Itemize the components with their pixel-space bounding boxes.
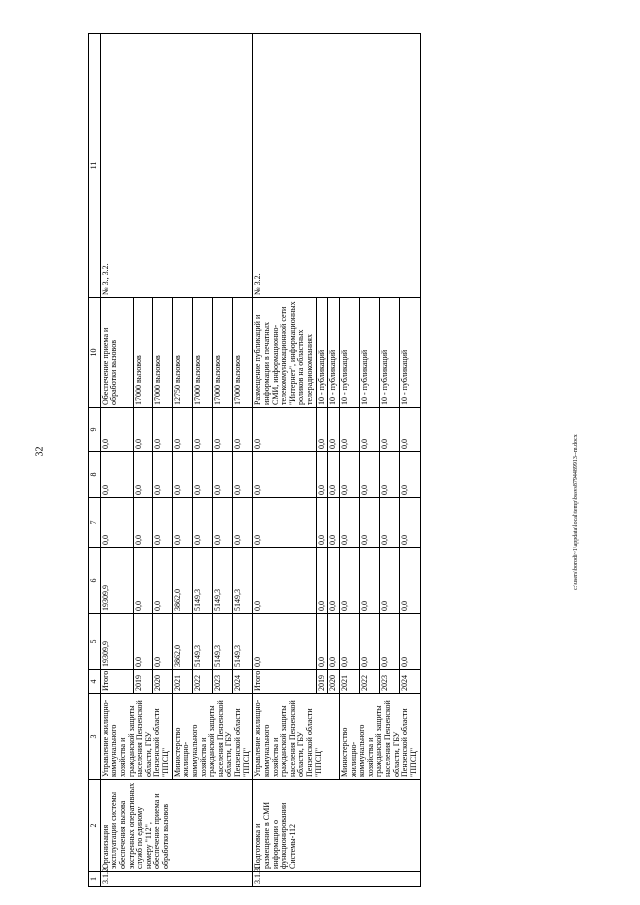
table-row [100,34,134,887]
column-number-row [89,34,101,887]
regional-budget-cell: 5149,3 [192,548,212,614]
total-cell: 3862,0 [172,614,192,670]
federal-budget-cell: 0,0 [253,498,316,548]
local-budget-cell: 0,0 [339,452,359,498]
executor: Управление жилищно-коммунального хозяйства и гражданской защиты населения Пензенской области, ГБУ Пензенской области "ППСЦ" [100,694,172,780]
total-cell: 0,0 [253,614,316,670]
other-sources-cell: 0,0 [153,408,172,452]
federal-budget-cell: 0,0 [380,498,400,548]
indicator-link: № 3., 3.2. [100,34,253,298]
regional-budget-cell: 3862,0 [172,548,192,614]
year-cell: 2022 [192,670,212,694]
year-cell: 2024 [233,670,253,694]
program-table-frame [88,34,629,887]
regional-budget-cell: 0,0 [316,548,328,614]
regional-budget-cell: 0,0 [360,548,380,614]
other-sources-cell: 0,0 [400,408,420,452]
local-budget-cell: 0,0 [233,452,253,498]
year-cell: Итого [253,670,316,694]
federal-budget-cell: 0,0 [134,498,153,548]
col-header-4: 4 [89,670,101,694]
result-cell: 17000 вызовов [212,298,232,408]
col-header-7: 7 [89,498,101,548]
result-cell: 10 - публикаций [380,298,400,408]
federal-budget-cell: 0,0 [233,498,253,548]
result-cell: 17000 вызовов [233,298,253,408]
local-budget-cell: 0,0 [192,452,212,498]
federal-budget-cell: 0,0 [172,498,192,548]
col-header-11: 11 [89,34,101,298]
regional-budget-cell: 5149,3 [233,548,253,614]
total-cell: 0,0 [134,614,153,670]
federal-budget-cell: 0,0 [316,498,328,548]
local-budget-cell: 0,0 [153,452,172,498]
federal-budget-cell: 0,0 [339,498,359,548]
other-sources-cell: 0,0 [253,408,316,452]
col-header-9: 9 [89,408,101,452]
other-sources-cell: 0,0 [316,408,328,452]
other-sources-cell: 0,0 [134,408,153,452]
executor: Министерство жилищно-коммунального хозяйства и гражданской защиты населения Пензенской области, ГБУ Пензенской области "ППСЦ" [339,694,420,780]
other-sources-cell: 0,0 [192,408,212,452]
local-budget-cell: 0,0 [134,452,153,498]
local-budget-cell: 0,0 [100,452,134,498]
local-budget-cell: 0,0 [400,452,420,498]
total-cell: 5149,3 [192,614,212,670]
other-sources-cell: 0,0 [339,408,359,452]
local-budget-cell: 0,0 [328,452,340,498]
year-cell: 2020 [153,670,172,694]
result-cell: 10 - публикаций [316,298,328,408]
col-header-2: 2 [89,780,101,872]
total-cell: 0,0 [360,614,380,670]
federal-budget-cell: 0,0 [360,498,380,548]
regional-budget-cell: 0,0 [339,548,359,614]
activity-name: Подготовка и размещение в СМИ информации о функционировании Системы-112 [253,780,420,872]
year-cell: Итого [100,670,134,694]
executor: Управление жилищно-коммунального хозяйства и гражданской защиты населения Пензенской области, ГБУ Пензенской области "ППСЦ" [253,694,340,780]
year-cell: 2021 [172,670,192,694]
total-cell: 0,0 [380,614,400,670]
result-cell: Обеспечение приема и обработки вызовов [100,298,134,408]
result-cell: 10 - публикаций [328,298,340,408]
col-header-3: 3 [89,694,101,780]
result-cell: 12750 вызовов [172,298,192,408]
result-cell: 10 - публикаций [400,298,420,408]
year-cell: 2022 [360,670,380,694]
other-sources-cell: 0,0 [380,408,400,452]
federal-budget-cell: 0,0 [212,498,232,548]
activity-name: Организация эксплуатации системы обеспечения вызова экстренных оперативных служб по единому номеру "112", обеспечение приема и обработки вызовов [100,780,253,872]
result-cell: 17000 вызовов [153,298,172,408]
col-header-1: 1 [89,872,101,887]
year-cell: 2024 [400,670,420,694]
regional-budget-cell: 19309,9 [100,548,134,614]
federal-budget-cell: 0,0 [400,498,420,548]
year-cell: 2021 [339,670,359,694]
total-cell: 5149,3 [212,614,232,670]
program-table [88,33,421,887]
table-row [253,34,316,887]
total-cell: 5149,3 [233,614,253,670]
year-cell: 2019 [134,670,153,694]
regional-budget-cell: 0,0 [380,548,400,614]
local-budget-cell: 0,0 [212,452,232,498]
year-cell: 2020 [328,670,340,694]
federal-budget-cell: 0,0 [153,498,172,548]
regional-budget-cell: 0,0 [400,548,420,614]
year-cell: 2019 [316,670,328,694]
other-sources-cell: 0,0 [328,408,340,452]
result-cell: 17000 вызовов [192,298,212,408]
footer-file-path: c:\users\borodi~1\appdata\local\temp\bssvs8794489913--m.docx [573,434,579,590]
total-cell: 0,0 [153,614,172,670]
regional-budget-cell: 0,0 [253,548,316,614]
year-cell: 2023 [380,670,400,694]
regional-budget-cell: 0,0 [153,548,172,614]
local-budget-cell: 0,0 [172,452,192,498]
total-cell: 0,0 [316,614,328,670]
local-budget-cell: 0,0 [316,452,328,498]
local-budget-cell: 0,0 [253,452,316,498]
total-cell: 19309,9 [100,614,134,670]
item-number: 3.1.3. [253,872,420,887]
federal-budget-cell: 0,0 [192,498,212,548]
indicator-link: № 3.2. [253,34,420,298]
result-cell: 10 - публикаций [360,298,380,408]
year-cell: 2023 [212,670,232,694]
regional-budget-cell: 0,0 [328,548,340,614]
col-header-10: 10 [89,298,101,408]
total-cell: 0,0 [400,614,420,670]
total-cell: 0,0 [339,614,359,670]
result-cell: Размещение публикаций и информации в печатных СМИ, информационно-телекоммуникационной сети "Интернет", информационных роликов на областных телерадиокомпаниях [253,298,316,408]
other-sources-cell: 0,0 [100,408,134,452]
col-header-5: 5 [89,614,101,670]
local-budget-cell: 0,0 [360,452,380,498]
col-header-8: 8 [89,452,101,498]
federal-budget-cell: 0,0 [100,498,134,548]
result-cell: 17000 вызовов [134,298,153,408]
local-budget-cell: 0,0 [380,452,400,498]
other-sources-cell: 0,0 [212,408,232,452]
item-number: 3.1.2. [100,872,253,887]
total-cell: 0,0 [328,614,340,670]
federal-budget-cell: 0,0 [328,498,340,548]
result-cell: 10 - публикаций [339,298,359,408]
regional-budget-cell: 0,0 [134,548,153,614]
other-sources-cell: 0,0 [360,408,380,452]
page-number: 32 [34,446,46,457]
executor: Министерство жилищно-коммунального хозяйства и гражданской защиты населения Пензенской области, ГБУ Пензенской области "ППСЦ" [172,694,253,780]
col-header-6: 6 [89,548,101,614]
other-sources-cell: 0,0 [233,408,253,452]
other-sources-cell: 0,0 [172,408,192,452]
regional-budget-cell: 5149,3 [212,548,232,614]
